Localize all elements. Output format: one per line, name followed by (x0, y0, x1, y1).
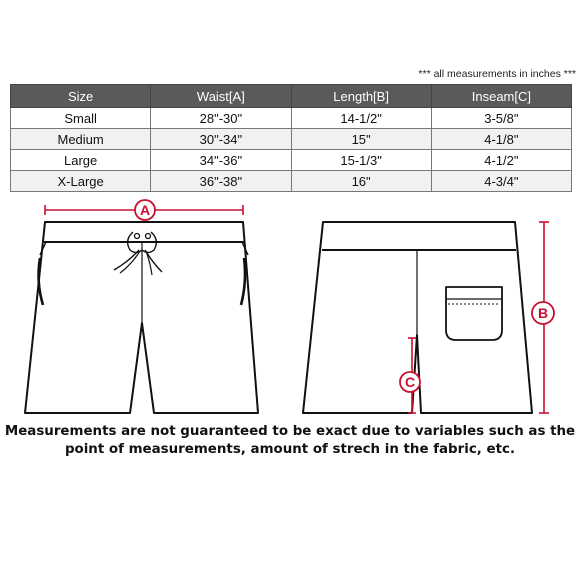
table-row (11, 171, 572, 192)
cell-size: Medium (11, 129, 151, 150)
header-waist: Waist[A] (151, 85, 291, 108)
front-shorts-illustration (25, 222, 258, 413)
cell-waist: 34"-36" (151, 150, 291, 171)
disclaimer-line-1: Measurements are not guaranteed to be exact due to variables such as the (4, 424, 576, 439)
length-measurement-b (532, 222, 554, 413)
table-row (11, 150, 572, 171)
cell-length: 14-1/2" (291, 108, 431, 129)
header-length: Length[B] (291, 85, 431, 108)
header-inseam: Inseam[C] (431, 85, 571, 108)
table-row (11, 129, 572, 150)
cell-waist: 28"-30" (151, 108, 291, 129)
cell-inseam: 4-1/8" (431, 129, 571, 150)
table-row (11, 108, 572, 129)
cell-inseam: 3-5/8" (431, 108, 571, 129)
disclaimer-line-2: point of measurements, amount of strech in the fabric, etc. (64, 442, 516, 457)
shorts-measurement-diagram (0, 190, 580, 422)
disclaimer-text (0, 423, 580, 459)
units-note: *** all measurements in inches *** (418, 68, 576, 80)
header-size: Size (11, 85, 151, 108)
waist-measurement-a (45, 200, 243, 220)
marker-a-label: A (139, 202, 151, 218)
marker-c-label: C (404, 374, 416, 390)
cell-length: 15-1/3" (291, 150, 431, 171)
cell-size: Small (11, 108, 151, 129)
cell-inseam: 4-3/4" (431, 171, 571, 192)
cell-waist: 30"-34" (151, 129, 291, 150)
cell-waist: 36"-38" (151, 171, 291, 192)
cell-length: 16" (291, 171, 431, 192)
cell-inseam: 4-1/2" (431, 150, 571, 171)
cell-size: Large (11, 150, 151, 171)
marker-b-label: B (537, 305, 549, 321)
size-chart-table (10, 84, 572, 192)
table-header-row (11, 85, 572, 108)
cell-size: X-Large (11, 171, 151, 192)
cell-length: 15" (291, 129, 431, 150)
